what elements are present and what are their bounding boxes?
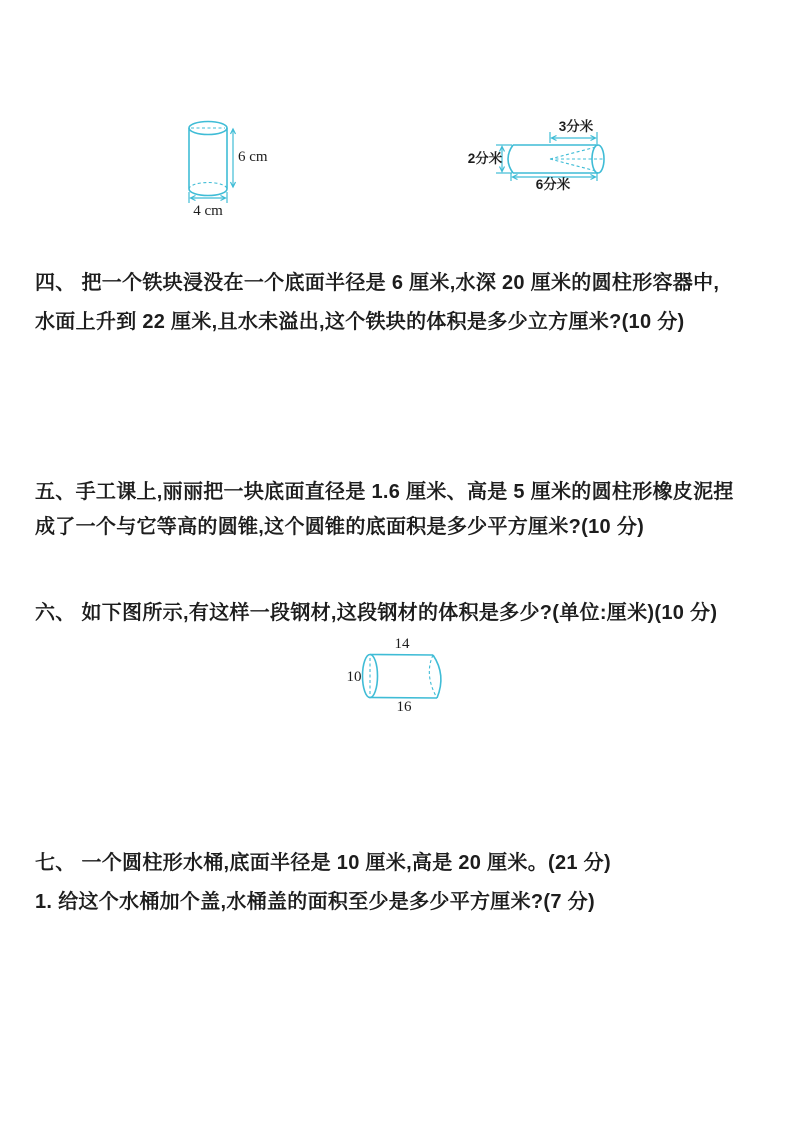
- upright-cylinder-outline: [189, 122, 233, 204]
- question-7-item-1: 1. 给这个水桶加个盖,水桶盖的面积至少是多少平方厘米?(7 分): [35, 891, 595, 913]
- horizontal-cylinder-outline: [496, 132, 604, 181]
- pipe-diameter-label: 2分米: [467, 151, 503, 166]
- horizontal-cylinder-figure: [463, 110, 615, 198]
- question-4-line-1: 四、 把一个铁块浸没在一个底面半径是 6 厘米,水深 20 厘米的圆柱形容器中,: [35, 272, 720, 294]
- cylinder-diameter-label: 4 cm: [193, 203, 223, 219]
- steel-segment-outline: [363, 655, 441, 699]
- question-6-line-1: 六、 如下图所示,有这样一段钢材,这段钢材的体积是多少?(单位:厘米)(10 分): [35, 602, 718, 624]
- cylinder-height-label: 6 cm: [238, 149, 268, 165]
- steel-diameter-label: 10: [346, 669, 362, 685]
- question-5-line-1: 五、手工课上,丽丽把一块底面直径是 1.6 厘米、高是 5 厘米的圆柱形橡皮泥捏: [35, 481, 734, 503]
- pipe-length-label: 6分米: [535, 177, 571, 192]
- cone-hidden-edges: [550, 147, 604, 171]
- upright-cylinder-figure: [168, 104, 280, 222]
- cone-length-label: 3分米: [558, 119, 594, 134]
- steel-segment-figure: [333, 633, 463, 721]
- question-5-line-2: 成了一个与它等高的圆锥,这个圆锥的底面积是多少平方厘米?(10 分): [35, 516, 645, 538]
- question-7-line-1: 七、 一个圆柱形水桶,底面半径是 10 厘米,高是 20 厘米。(21 分): [35, 852, 611, 874]
- steel-bottom-length-label: 16: [396, 699, 412, 715]
- steel-top-length-label: 14: [394, 636, 410, 652]
- question-4-line-2: 水面上升到 22 厘米,且水未溢出,这个铁块的体积是多少立方厘米?(10 分): [35, 311, 685, 333]
